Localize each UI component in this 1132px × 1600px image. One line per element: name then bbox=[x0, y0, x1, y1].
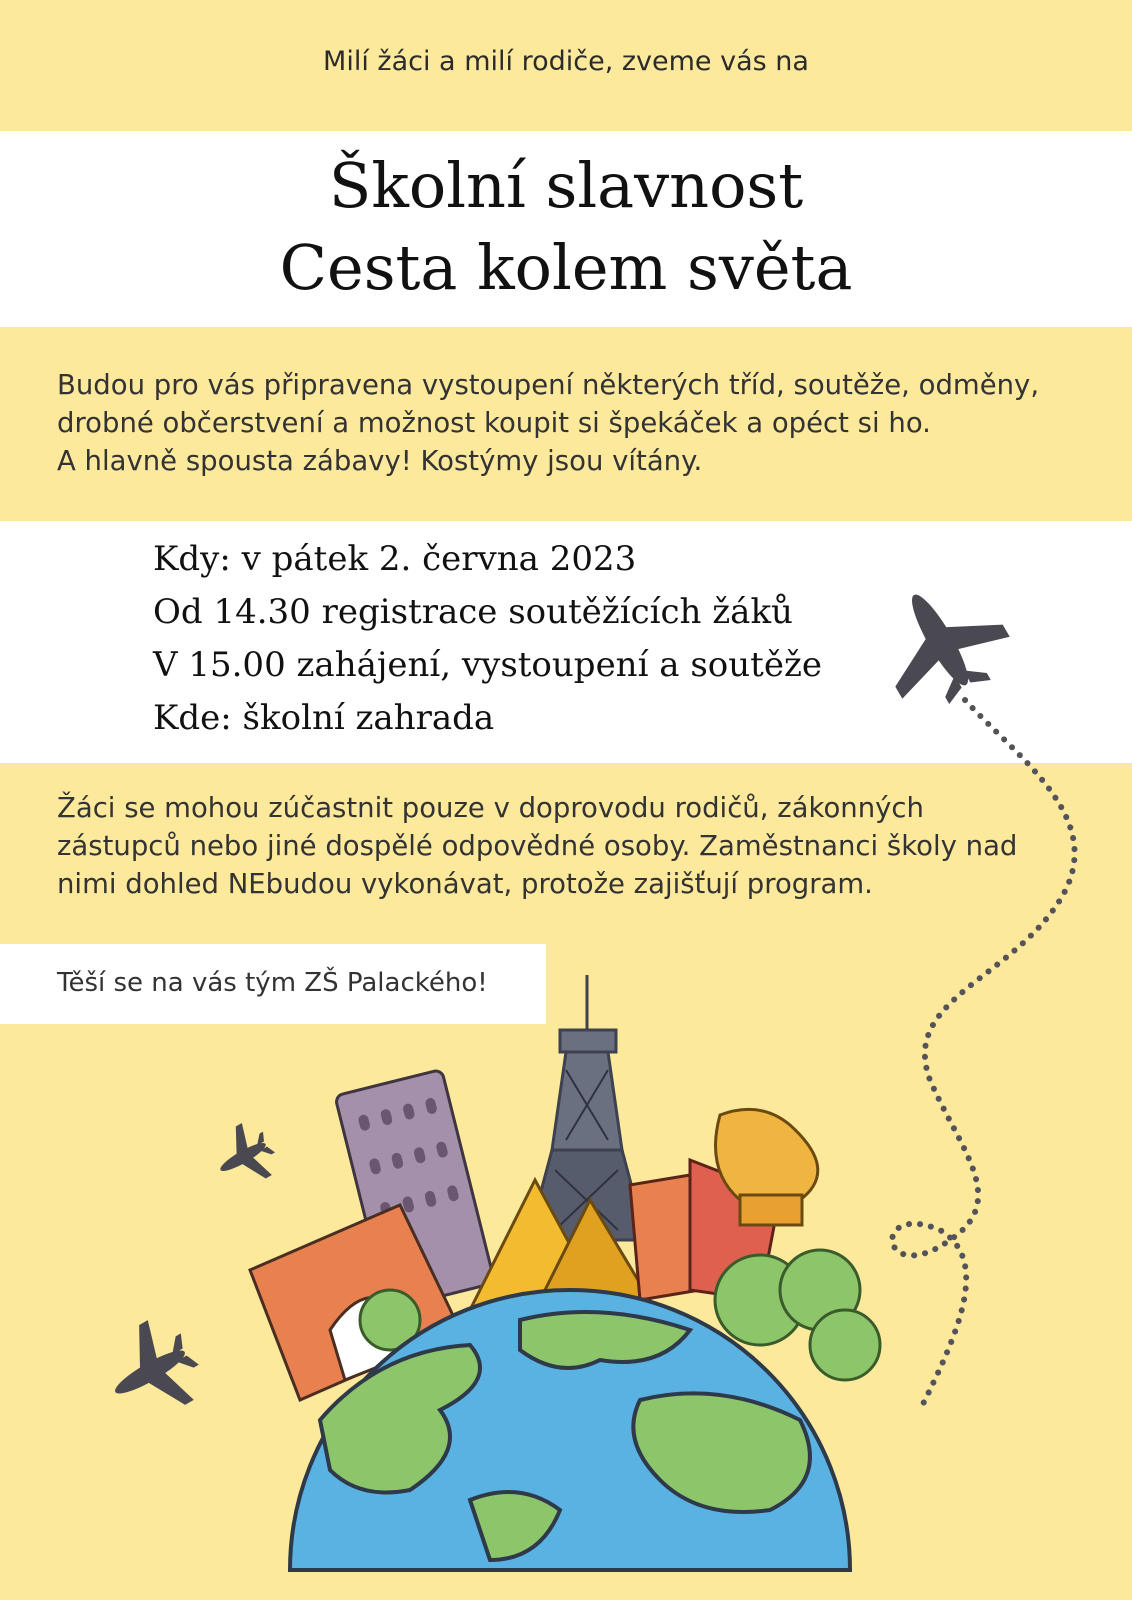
description-line: Budou pro vás připravena vystoupení některých tříd, soutěže, odměny, bbox=[57, 369, 1040, 401]
registration-time: Od 14.30 registrace soutěžících žáků bbox=[153, 592, 793, 632]
event-title: Školní slavnost bbox=[328, 149, 804, 222]
event-location: Kde: školní zahrada bbox=[153, 698, 495, 738]
closing-text: Těší se na vás tým ZŠ Palackého! bbox=[57, 968, 488, 998]
note-line: zástupců nebo jiné dospělé odpovědné osoby. Zaměstnanci školy nad bbox=[57, 830, 1018, 862]
airplane-icon bbox=[205, 1116, 283, 1196]
flight-path bbox=[892, 700, 1074, 1410]
note-line: Žáci se mohou zúčastnit pouze v doprovodu rodičů, zákonných bbox=[57, 792, 924, 824]
intro-text: Milí žáci a milí rodiče, zveme vás na bbox=[323, 46, 809, 77]
opening-time: V 15.00 zahájení, vystoupení a soutěže bbox=[153, 645, 822, 685]
note-line: nimi dohled NEbudou vykonávat, protože zajišťují program. bbox=[57, 868, 873, 900]
description-line: A hlavně spousta zábavy! Kostýmy jsou vítány. bbox=[57, 445, 703, 477]
event-subtitle: Cesta kolem světa bbox=[279, 231, 853, 304]
airplane-icon bbox=[92, 1309, 212, 1432]
event-date: Kdy: v pátek 2. června 2023 bbox=[153, 539, 637, 579]
airplane-icon bbox=[860, 564, 1023, 723]
description-line: drobné občerstvení a možnost koupit si špekáček a opéct si ho. bbox=[57, 407, 931, 439]
